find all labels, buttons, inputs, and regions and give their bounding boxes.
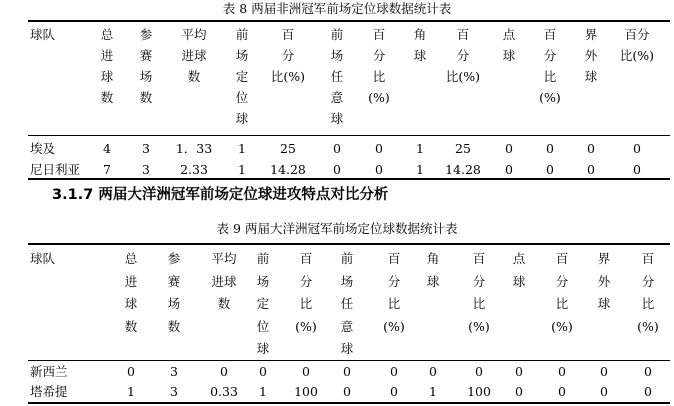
- table9-table-cell: 100: [294, 384, 318, 399]
- table9-table-cell: 0: [558, 364, 566, 379]
- table8-table-cell: 0: [333, 162, 341, 177]
- table9-table-cell: 0: [259, 364, 267, 379]
- table8-top-rule: [28, 20, 670, 22]
- table8-table-cell: 0: [587, 141, 595, 156]
- table9-header-cell: 百 分 比 (%): [468, 251, 490, 334]
- table8-table-cell: 2.33: [180, 162, 208, 177]
- table9-header-cell: 点 球: [512, 251, 526, 289]
- table9-table-cell: 1: [259, 384, 267, 399]
- table9-caption: 表 9 两届大洋洲冠军前场定位球数据统计表: [216, 221, 458, 236]
- table8-table-cell: 0: [633, 162, 641, 177]
- table8-table-cell: 14.28: [445, 162, 481, 177]
- table8-header-cell: 百 分 比(%): [445, 27, 481, 84]
- table8-table-cell: 7: [103, 162, 111, 177]
- table8-table-cell: 14.28: [270, 162, 306, 177]
- table9-table-cell: 0: [302, 364, 310, 379]
- table9-team-name: 塔希提: [30, 384, 68, 399]
- table8-header-cell: 点 球: [502, 27, 516, 63]
- table8-bottom-rule: [28, 178, 670, 180]
- table8-team-name: 尼日利亚: [30, 162, 81, 177]
- table9-header-cell: 球队: [30, 251, 56, 266]
- table9-table-cell: 0: [429, 364, 437, 379]
- table9-table-cell: 0: [390, 364, 398, 379]
- table8-table-cell: 3: [142, 141, 150, 156]
- table8-header-cell: 百 分 比(%): [270, 27, 306, 84]
- table8-header-cell: 总 进 球 数: [100, 27, 114, 105]
- table9-header-cell: 角 球: [426, 251, 440, 289]
- table9-table-cell: 100: [467, 384, 491, 399]
- table8-table-cell: 0: [587, 162, 595, 177]
- table8-table-cell: 0: [633, 141, 641, 156]
- table8-table-cell: 1．33: [175, 141, 213, 156]
- table8-table-cell: 1: [416, 162, 424, 177]
- table8-table-cell: 0: [546, 162, 554, 177]
- table9-table-cell: 0.33: [210, 384, 238, 399]
- table8-table-cell: 0: [505, 141, 513, 156]
- table8-table-cell: 0: [333, 141, 341, 156]
- table9-table-cell: 0: [475, 364, 483, 379]
- table9-header-rule: [28, 360, 670, 361]
- table9-team-name: 新西兰: [30, 364, 68, 379]
- table8-team-name: 埃及: [30, 141, 56, 156]
- table8-header-cell: 前 场 任 意 球: [330, 27, 344, 126]
- table8-table-cell: 1: [238, 141, 246, 156]
- table8-table-cell: 1: [416, 141, 424, 156]
- table9-table-cell: 1: [429, 384, 437, 399]
- table8-header-cell: 球队: [30, 27, 56, 42]
- table9-header-cell: 百 分 比 (%): [637, 251, 659, 334]
- table9-table-cell: 3: [170, 364, 178, 379]
- table9-bottom-rule: [28, 402, 670, 404]
- table9-header-cell: 前 场 定 位 球: [256, 251, 270, 356]
- table8-table-cell: 1: [238, 162, 246, 177]
- table8-table-cell: 0: [546, 141, 554, 156]
- table9-header-cell: 总 进 球 数: [124, 251, 138, 334]
- table8-table-cell: 25: [455, 141, 471, 156]
- table8-table-cell: 0: [375, 141, 383, 156]
- table9-header-cell: 百 分 比 (%): [295, 251, 317, 334]
- table8-table-cell: 4: [103, 141, 111, 156]
- table9-table-cell: 0: [343, 364, 351, 379]
- table8-header-cell: 百分 比(%): [619, 27, 655, 63]
- table9-table-cell: 0: [600, 364, 608, 379]
- table9-header-cell: 前 场 任 意 球: [340, 251, 354, 356]
- table8-header-rule: [28, 135, 670, 136]
- table9-table-cell: 0: [558, 384, 566, 399]
- table9-header-cell: 百 分 比 (%): [551, 251, 573, 334]
- table9-header-cell: 参 赛 场 数: [167, 251, 181, 334]
- table8-table-cell: 0: [505, 162, 513, 177]
- table9-header-cell: 百 分 比 (%): [383, 251, 405, 334]
- table8-table-cell: 25: [280, 141, 296, 156]
- section-heading: 3.1.7 两届大洋洲冠军前场定位球进攻特点对比分析: [52, 187, 389, 203]
- table9-header-cell: 界 外 球: [597, 251, 611, 311]
- table9-top-rule: [28, 243, 670, 245]
- table8-header-cell: 百 分 比 (%): [539, 27, 561, 105]
- table9-table-cell: 0: [644, 364, 652, 379]
- table8-header-cell: 平均 进球 数: [181, 27, 207, 84]
- table9-table-cell: 0: [644, 384, 652, 399]
- table9-table-cell: 0: [600, 384, 608, 399]
- table8-table-cell: 3: [142, 162, 150, 177]
- table8-header-cell: 前 场 定 位 球: [235, 27, 249, 126]
- table9-table-cell: 0: [127, 364, 135, 379]
- table8-header-cell: 角 球: [413, 27, 427, 63]
- table8-caption: 表 8 两届非洲冠军前场定位球数据统计表: [222, 1, 452, 16]
- table8-table-cell: 0: [375, 162, 383, 177]
- table9-table-cell: 0: [343, 384, 351, 399]
- table9-table-cell: 0: [220, 364, 228, 379]
- table9-table-cell: 0: [515, 384, 523, 399]
- table9-table-cell: 0: [515, 364, 523, 379]
- table9-table-cell: 3: [170, 384, 178, 399]
- table8-header-cell: 界 外 球: [584, 27, 598, 84]
- table9-table-cell: 0: [390, 384, 398, 399]
- table9-table-cell: 1: [127, 384, 135, 399]
- table8-header-cell: 百 分 比 (%): [368, 27, 390, 105]
- table8-header-cell: 参 赛 场 数: [139, 27, 153, 105]
- table9-header-cell: 平均 进球 数: [211, 251, 237, 311]
